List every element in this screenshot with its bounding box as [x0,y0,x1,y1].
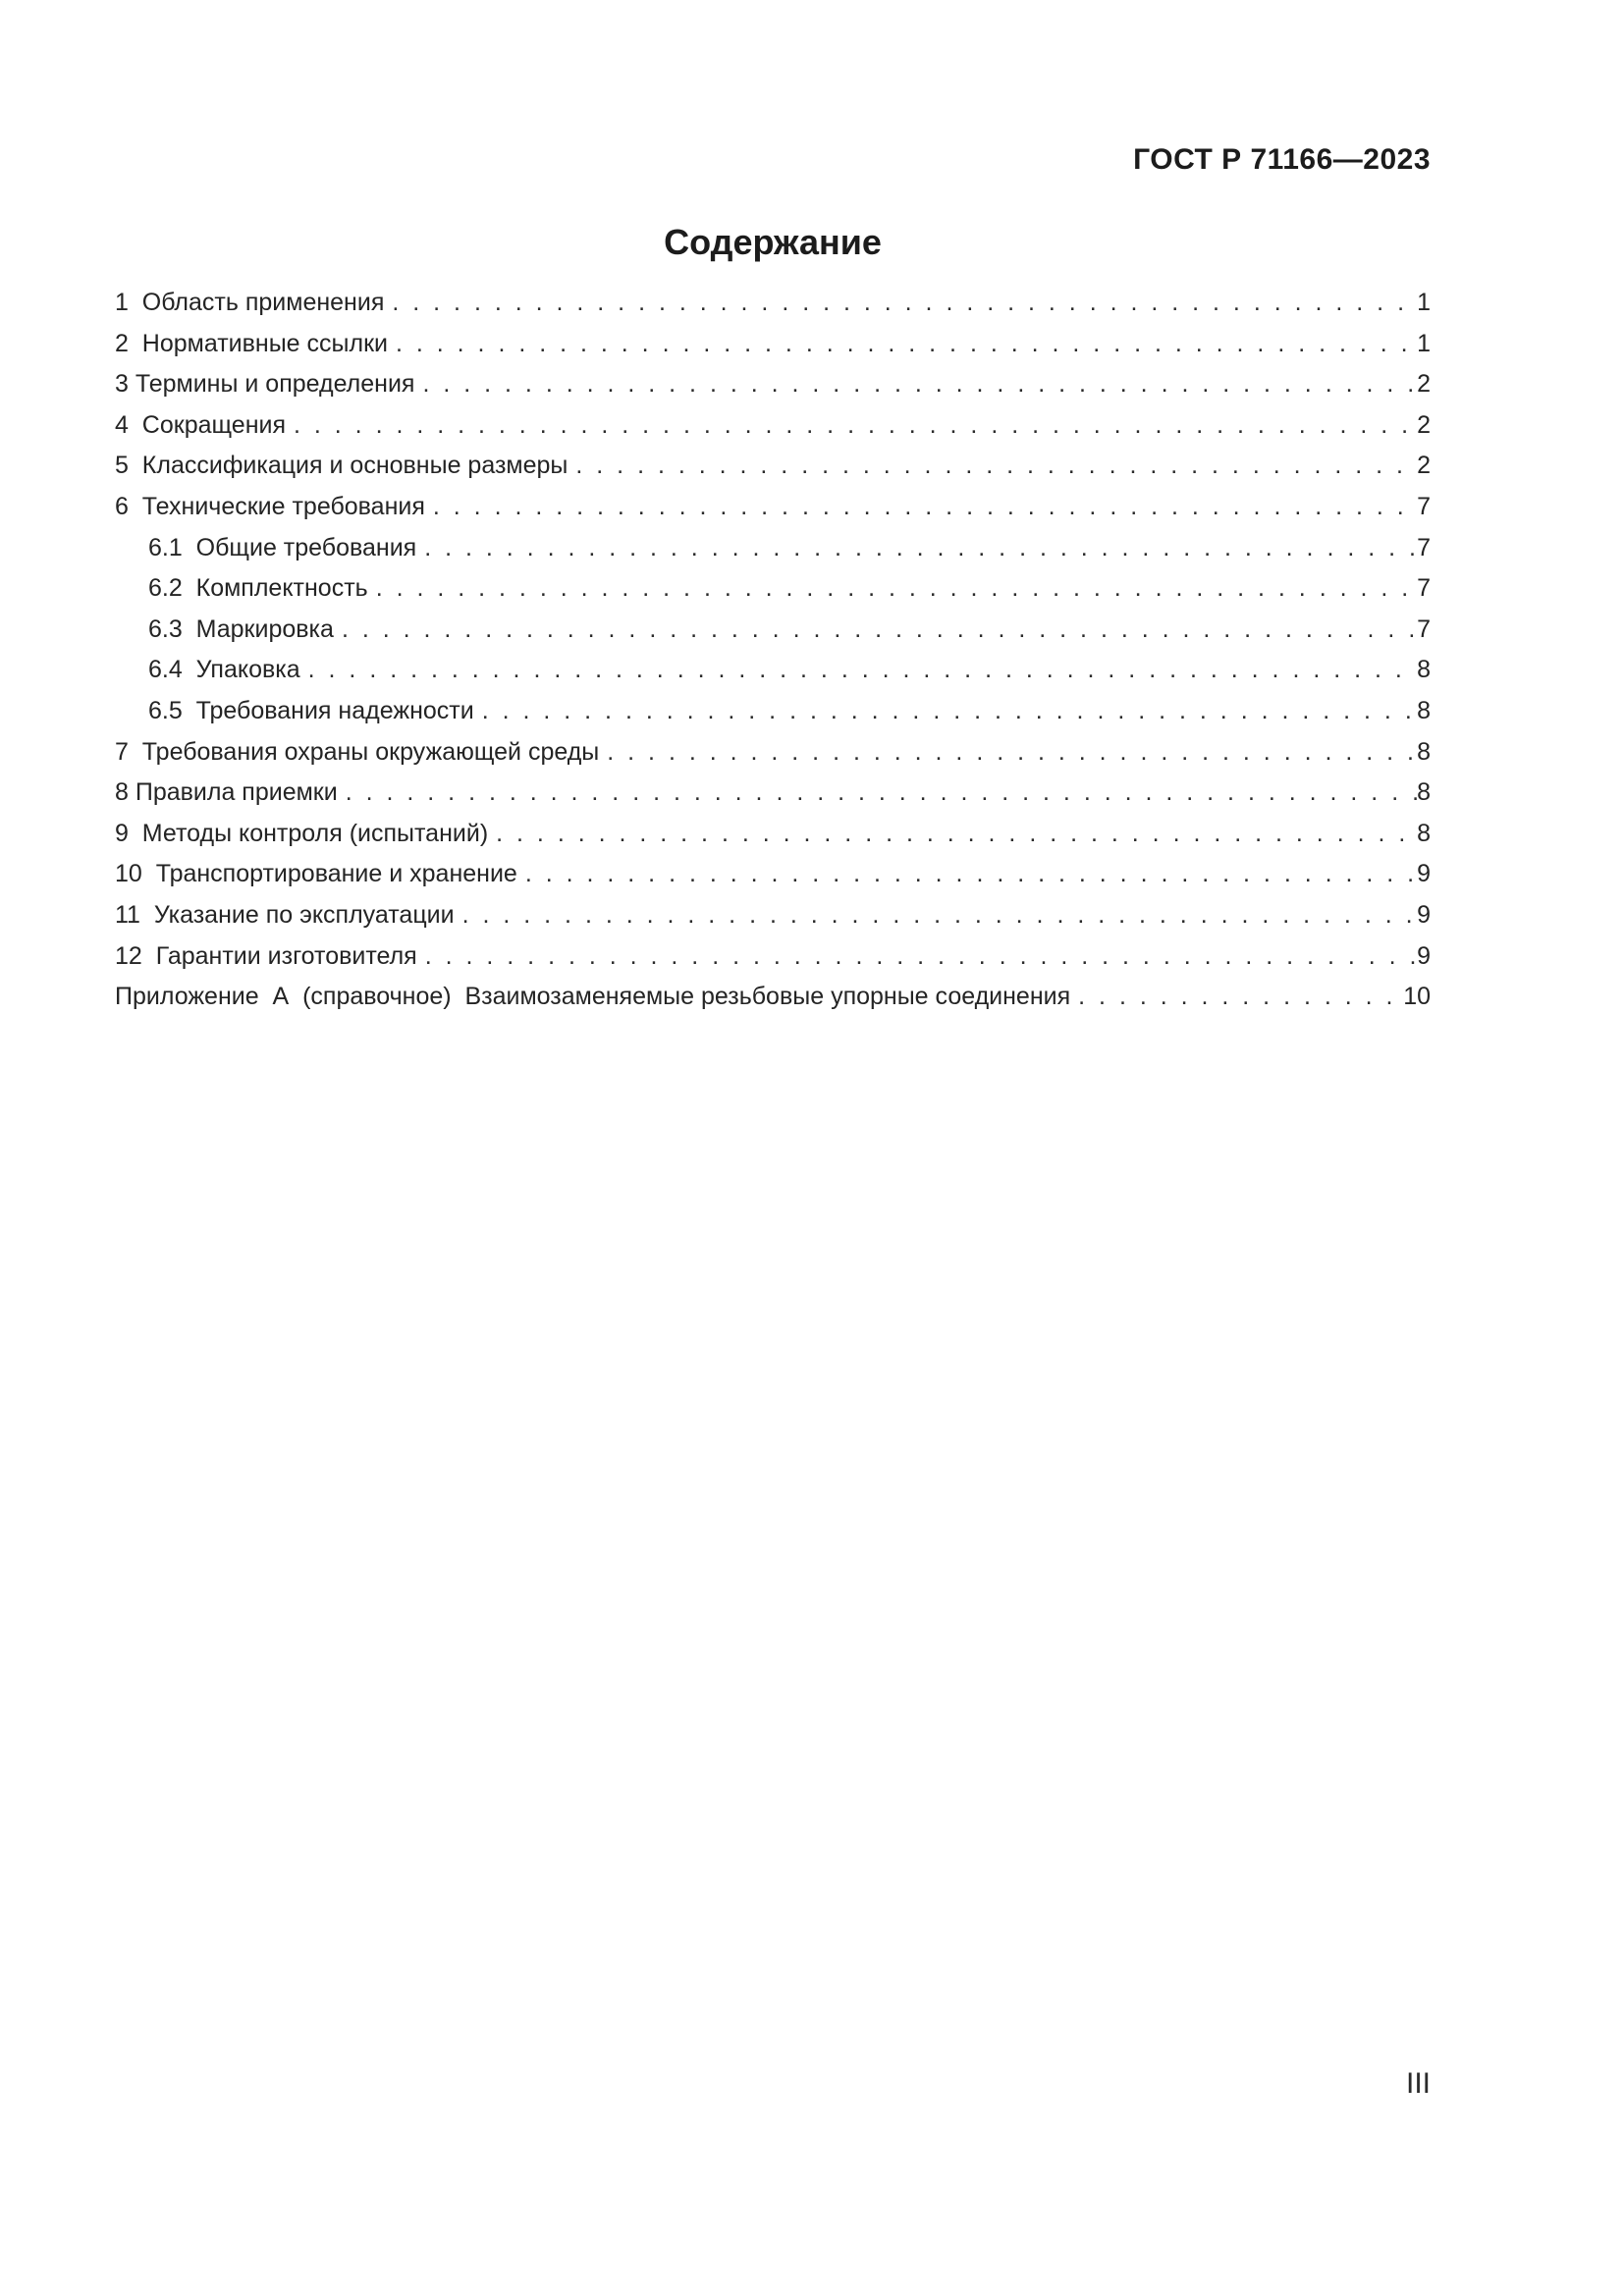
toc-entry-label: 2 Нормативные ссылки [115,329,388,357]
toc-entry-page: 9 [1417,900,1431,929]
toc-entry [115,977,1431,1018]
toc-entry-page: 8 [1417,737,1431,766]
toc-dot-leader [462,895,1418,936]
toc-dot-leader [396,324,1417,365]
toc-entry [115,936,1431,978]
page-number: III [1405,2067,1431,2100]
toc-dot-leader [433,487,1417,528]
toc-entry-page: 10 [1403,983,1431,1011]
toc-dot-leader [392,283,1417,324]
toc-entry-label: 6.3 Маркировка [148,614,334,643]
toc-entry [115,364,1431,405]
toc-entry-label: 8 Правила приемки [115,778,338,807]
toc-entry-label: 6.2 Комплектность [148,574,368,603]
toc-entry [115,895,1431,936]
toc-entry-label: 6 Технические требования [115,492,425,520]
toc-entry [115,650,1431,691]
toc-entry-page: 8 [1417,819,1431,847]
toc-dot-leader [422,364,1417,405]
toc-entry-label: 1 Область применения [115,289,385,316]
toc-entry [115,732,1431,774]
toc-dot-leader [575,446,1417,487]
toc-entry-page: 8 [1417,656,1431,684]
toc-entry-label: 10 Транспортирование и хранение [115,860,517,888]
table-of-contents [115,283,1431,1018]
toc-dot-leader [525,854,1417,895]
toc-entry-page: 9 [1417,860,1431,888]
toc-entry-page: 2 [1417,410,1431,439]
toc-entry-page: 2 [1417,370,1431,399]
toc-entry [115,568,1431,610]
toc-entry [115,691,1431,732]
toc-dot-leader [425,936,1417,978]
toc-entry-page: 7 [1417,574,1431,603]
toc-entry [115,283,1431,324]
toc-dot-leader [607,732,1417,774]
toc-entry-label: 7 Требования охраны окружающей среды [115,737,600,766]
page-title: Содержание [664,222,882,262]
toc-entry-label: Приложение А (справочное) Взаимозаменяемые резьбовые упорные соединения [115,983,1071,1011]
toc-entry [115,487,1431,528]
toc-entry [115,405,1431,447]
toc-entry-page: 7 [1417,533,1431,561]
toc-entry-label: 6.4 Упаковка [148,656,300,684]
toc-entry-label: 11 Указание по эксплуатации [115,900,455,929]
toc-dot-leader [482,691,1417,732]
toc-entry-page: 7 [1417,492,1431,520]
document-code-header: ГОСТ Р 71166—2023 [1133,143,1431,176]
toc-entry-label: 5 Классификация и основные размеры [115,452,568,480]
toc-entry [115,610,1431,651]
toc-dot-leader [496,814,1417,855]
toc-entry [115,773,1431,814]
toc-entry-page: 1 [1417,289,1431,316]
toc-entry-label: 6.5 Требования надежности [148,696,474,724]
toc-dot-leader [424,528,1417,569]
toc-dot-leader [294,405,1417,447]
toc-entry [115,814,1431,855]
toc-entry-page: 9 [1417,941,1431,970]
toc-entry-label: 6.1 Общие требования [148,533,417,561]
toc-entry-label: 9 Методы контроля (испытаний) [115,819,489,847]
toc-entry-page: 1 [1417,329,1431,357]
toc-entry-label: 12 Гарантии изготовителя [115,941,417,970]
toc-entry-page: 7 [1417,614,1431,643]
toc-entry [115,324,1431,365]
toc-entry-label: 4 Сокращения [115,410,286,439]
toc-entry-page: 8 [1417,696,1431,724]
toc-dot-leader [308,650,1417,691]
toc-entry-label: 3 Термины и определения [115,370,415,399]
toc-dot-leader [376,568,1417,610]
toc-dot-leader [1078,977,1403,1018]
toc-entry [115,528,1431,569]
toc-entry-page: 2 [1417,452,1431,480]
toc-dot-leader [346,773,1417,814]
toc-dot-leader [342,610,1417,651]
toc-entry [115,446,1431,487]
toc-entry-page: 8 [1417,778,1431,807]
toc-entry [115,854,1431,895]
